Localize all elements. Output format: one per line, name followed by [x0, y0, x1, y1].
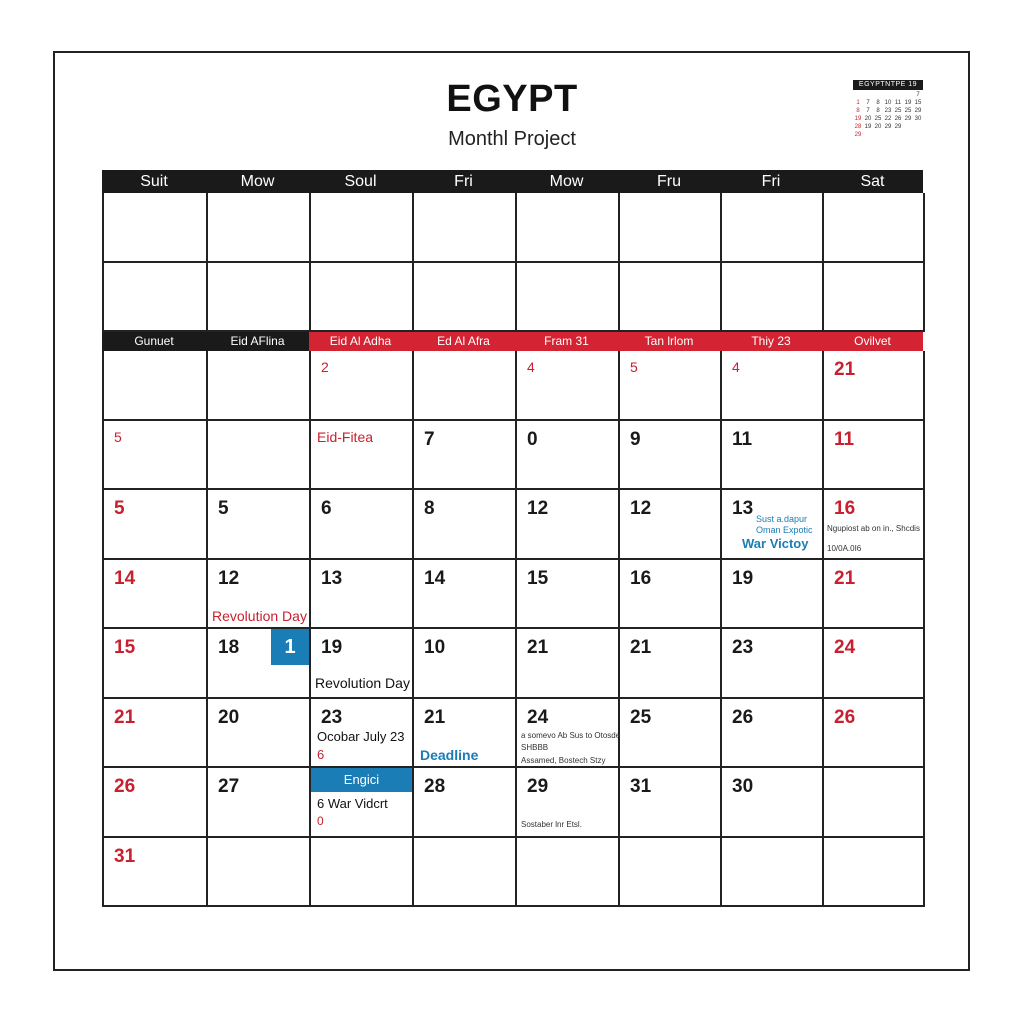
month-calendar — [102, 170, 923, 907]
mini-calendar-day — [893, 131, 903, 139]
event-label: SHBBB — [521, 742, 549, 752]
weekday-label: Sat — [860, 173, 885, 190]
mini-calendar-day: 8 — [876, 108, 880, 114]
day-number: 7 — [424, 428, 435, 450]
event-label: 0 — [317, 814, 324, 828]
mini-calendar-day — [863, 91, 873, 99]
event-label: Oman Expotic — [756, 525, 813, 535]
day-cell[interactable] — [824, 560, 925, 630]
day-cell[interactable] — [414, 263, 517, 333]
weekday-label: Mow — [549, 173, 584, 190]
day-number: 23 — [732, 637, 754, 658]
mini-calendar-day — [873, 91, 883, 99]
day-number: 11 — [834, 428, 855, 450]
day-cell[interactable] — [414, 421, 517, 491]
event-bar[interactable]: Engici — [311, 768, 412, 792]
event-label: Ngupiost ab on in., Shcdis — [827, 524, 920, 533]
day-cell[interactable] — [517, 768, 620, 838]
day-cell[interactable] — [208, 768, 311, 838]
day-cell[interactable] — [311, 193, 414, 263]
day-cell[interactable] — [620, 838, 722, 908]
day-cell[interactable] — [104, 768, 208, 838]
day-cell[interactable] — [311, 560, 414, 630]
event-label: Sostaber lnr Etsl. — [521, 820, 582, 829]
mini-calendar-day: 22 — [884, 116, 892, 122]
event-label: 6 — [317, 746, 325, 762]
mini-calendar-day: 7 — [866, 108, 870, 114]
mini-calendar-day: 25 — [874, 116, 882, 122]
day-number: 11 — [732, 428, 753, 450]
day-cell[interactable] — [104, 193, 208, 263]
day-cell[interactable] — [311, 699, 414, 769]
day-cell[interactable] — [104, 490, 208, 560]
day-cell[interactable] — [620, 421, 722, 491]
mini-calendar-day: 26 — [894, 116, 902, 122]
event-label: Eid-Fitea — [317, 428, 374, 445]
mini-calendar-day — [903, 131, 913, 139]
day-cell[interactable] — [104, 629, 208, 699]
event-label: 6 War Vidcrt — [317, 796, 388, 811]
day-number: 27 — [218, 776, 240, 797]
day-cell[interactable] — [104, 838, 208, 908]
event-label: War Victoy — [742, 536, 809, 551]
day-cell[interactable] — [824, 699, 925, 769]
day-cell[interactable] — [722, 699, 824, 769]
day-cell[interactable] — [208, 193, 311, 263]
day-cell[interactable] — [722, 263, 824, 333]
mini-calendar-day — [873, 131, 883, 139]
day-number: 30 — [732, 776, 754, 797]
calendar-grid — [102, 193, 923, 907]
day-cell[interactable] — [517, 838, 620, 908]
day-cell[interactable] — [208, 838, 311, 908]
day-cell[interactable] — [824, 838, 925, 908]
day-number: 13 — [321, 567, 343, 589]
mini-calendar-day: 28 — [854, 124, 862, 130]
day-number: 31 — [630, 776, 652, 797]
weekday-label: Mow — [240, 173, 275, 190]
day-number: 4 — [527, 359, 535, 375]
day-number: 5 — [114, 428, 122, 445]
day-cell[interactable] — [824, 351, 925, 421]
day-cell[interactable] — [311, 768, 414, 838]
holiday-label: Eid Al Adha — [309, 332, 412, 351]
day-number: 19 — [321, 637, 343, 658]
mini-calendar-day: 25 — [904, 108, 912, 114]
day-cell[interactable] — [620, 351, 722, 421]
holiday-label: Gunuet — [102, 332, 206, 351]
event-label: Revolution Day — [212, 607, 307, 624]
weekday-label: Fri — [761, 173, 781, 190]
day-number: 24 — [527, 706, 549, 728]
day-number: 26 — [834, 706, 856, 728]
day-number: 21 — [114, 706, 136, 728]
holiday-label: Eid AFlina — [206, 332, 309, 351]
day-cell[interactable] — [414, 490, 517, 560]
weekday-label: Suit — [140, 173, 168, 190]
mini-calendar-grid — [853, 91, 923, 139]
mini-calendar — [853, 80, 923, 139]
mini-calendar-day: 23 — [884, 108, 892, 114]
mini-calendar-day — [893, 91, 903, 99]
day-cell[interactable] — [722, 421, 824, 491]
mini-calendar-day: 15 — [914, 100, 922, 106]
day-number: 24 — [834, 637, 856, 658]
day-cell[interactable] — [208, 421, 311, 491]
day-number: 18 — [218, 637, 240, 658]
day-cell[interactable] — [722, 838, 824, 908]
day-cell[interactable] — [414, 560, 517, 630]
day-number: 19 — [732, 567, 754, 589]
day-number: 2 — [321, 359, 329, 375]
day-cell[interactable] — [414, 699, 517, 769]
day-cell[interactable] — [824, 629, 925, 699]
day-number: 16 — [630, 567, 652, 589]
mini-calendar-day — [913, 131, 923, 139]
day-cell[interactable] — [620, 193, 722, 263]
day-cell[interactable] — [620, 560, 722, 630]
event-badge[interactable]: 1 — [271, 629, 309, 665]
day-cell[interactable] — [311, 421, 414, 491]
mini-calendar-day: 11 — [894, 100, 902, 106]
day-number: 15 — [527, 567, 549, 589]
day-cell[interactable] — [208, 490, 311, 560]
day-cell[interactable] — [208, 263, 311, 333]
day-number: 21 — [527, 637, 549, 658]
day-cell[interactable] — [824, 421, 925, 491]
day-cell[interactable] — [824, 193, 925, 263]
day-number: 9 — [630, 428, 641, 450]
day-cell[interactable] — [208, 351, 311, 421]
day-number: 13 — [732, 498, 754, 519]
event-label: Sust a.dapur — [756, 514, 808, 524]
mini-calendar-day — [853, 91, 863, 99]
day-cell[interactable] — [208, 629, 311, 699]
day-cell[interactable] — [517, 629, 620, 699]
mini-calendar-day: 8 — [856, 108, 860, 114]
mini-calendar-day: 29 — [884, 124, 892, 130]
mini-calendar-day: 20 — [864, 116, 872, 122]
event-label: 10/0A.0I6 — [827, 544, 862, 553]
weekday-label: Soul — [344, 173, 377, 190]
page-title: EGYPT — [446, 78, 578, 120]
mini-calendar-day: 7 — [866, 100, 870, 106]
day-cell[interactable] — [311, 490, 414, 560]
day-number: 21 — [630, 637, 652, 658]
day-number: 21 — [834, 359, 856, 380]
day-number: 28 — [424, 776, 446, 797]
holiday-label: Tan lrlom — [618, 332, 720, 351]
mini-calendar-day: 29 — [854, 132, 862, 138]
day-cell[interactable] — [517, 193, 620, 263]
day-cell[interactable] — [517, 263, 620, 333]
day-number: 14 — [114, 567, 136, 589]
day-cell[interactable] — [414, 351, 517, 421]
event-label: Revolution Day — [315, 675, 410, 691]
day-cell[interactable] — [517, 490, 620, 560]
mini-calendar-day: 29 — [914, 108, 922, 114]
day-number: 5 — [114, 498, 125, 519]
day-number: 29 — [527, 776, 549, 797]
day-cell[interactable] — [722, 490, 824, 560]
event-label: Ocobar July 23 — [317, 728, 405, 744]
day-cell[interactable] — [414, 768, 517, 838]
mini-calendar-day: 7 — [916, 92, 920, 98]
day-cell[interactable] — [414, 629, 517, 699]
day-cell[interactable] — [517, 699, 620, 769]
day-cell[interactable] — [311, 263, 414, 333]
day-cell[interactable] — [208, 560, 311, 630]
day-cell[interactable] — [620, 490, 722, 560]
day-cell[interactable] — [311, 351, 414, 421]
day-number: 12 — [630, 498, 652, 519]
day-number: 0 — [527, 428, 538, 450]
day-number: 14 — [424, 567, 446, 589]
day-cell[interactable] — [722, 629, 824, 699]
day-number: 5 — [218, 498, 229, 519]
mini-calendar-day: 20 — [874, 124, 882, 130]
weekday-header — [102, 170, 923, 193]
day-cell[interactable] — [722, 351, 824, 421]
holiday-label: Fram 31 — [515, 332, 618, 351]
day-number: 4 — [732, 359, 740, 375]
mini-calendar-day: 19 — [854, 116, 862, 122]
mini-calendar-day: 1 — [856, 100, 860, 106]
day-number: 25 — [630, 706, 652, 728]
day-cell[interactable] — [620, 699, 722, 769]
day-cell[interactable] — [722, 560, 824, 630]
holiday-label: Thiy 23 — [720, 332, 822, 351]
day-number: 10 — [424, 637, 446, 658]
day-cell[interactable] — [104, 351, 208, 421]
event-label: Deadline — [420, 746, 479, 763]
day-number: 26 — [114, 776, 136, 797]
day-cell[interactable] — [620, 629, 722, 699]
day-cell[interactable] — [311, 838, 414, 908]
mini-calendar-day: 29 — [904, 116, 912, 122]
day-cell[interactable] — [104, 560, 208, 630]
day-cell[interactable] — [620, 768, 722, 838]
day-cell[interactable] — [104, 263, 208, 333]
mini-calendar-day: 29 — [894, 124, 902, 130]
day-number: 6 — [321, 498, 332, 519]
day-cell[interactable] — [517, 560, 620, 630]
day-cell[interactable] — [517, 351, 620, 421]
event-label: Assamed, Bostech Stzy — [521, 755, 606, 765]
mini-calendar-day: 10 — [884, 100, 892, 106]
day-cell[interactable] — [414, 838, 517, 908]
weekday-label: Fru — [657, 173, 681, 190]
day-number: 15 — [114, 637, 136, 658]
day-cell[interactable] — [620, 263, 722, 333]
mini-calendar-day — [903, 91, 913, 99]
day-cell[interactable] — [722, 193, 824, 263]
day-cell[interactable] — [311, 629, 414, 699]
day-cell[interactable] — [824, 768, 925, 838]
day-number: 21 — [834, 567, 856, 589]
day-cell[interactable] — [517, 421, 620, 491]
day-number: 21 — [424, 706, 446, 728]
day-number: 16 — [834, 498, 856, 519]
day-cell[interactable] — [722, 768, 824, 838]
weekday-label: Fri — [454, 173, 473, 190]
day-cell[interactable] — [414, 193, 517, 263]
day-number: 23 — [321, 706, 343, 728]
day-number: 12 — [527, 498, 549, 519]
day-cell[interactable] — [208, 699, 311, 769]
day-number: 5 — [630, 359, 638, 375]
day-cell[interactable] — [104, 699, 208, 769]
day-cell[interactable] — [104, 421, 208, 491]
day-number: 20 — [218, 706, 240, 728]
mini-calendar-day — [883, 91, 893, 99]
day-number: 31 — [114, 845, 136, 867]
mini-calendar-title: EGYPTNTPE 19 — [853, 80, 923, 90]
day-number: 12 — [218, 567, 240, 589]
holiday-label: Ed Al Afra — [412, 332, 515, 351]
holiday-bar — [102, 332, 925, 351]
mini-calendar-day — [903, 123, 913, 131]
mini-calendar-day: 19 — [904, 100, 912, 106]
page-subtitle: Monthl Project — [448, 128, 576, 150]
mini-calendar-day — [863, 131, 873, 139]
mini-calendar-day — [883, 131, 893, 139]
day-cell[interactable] — [824, 490, 925, 560]
holiday-label: Ovilvet — [822, 332, 923, 351]
mini-calendar-day — [913, 123, 923, 131]
day-number: 8 — [424, 498, 435, 519]
event-label: a somevo Ab Sus to Otosde — [521, 730, 621, 740]
mini-calendar-day: 8 — [876, 100, 880, 106]
day-cell[interactable] — [824, 263, 925, 333]
day-number: 26 — [732, 706, 754, 728]
mini-calendar-day: 19 — [864, 124, 872, 130]
mini-calendar-day: 30 — [914, 116, 922, 122]
mini-calendar-day: 25 — [894, 108, 902, 114]
